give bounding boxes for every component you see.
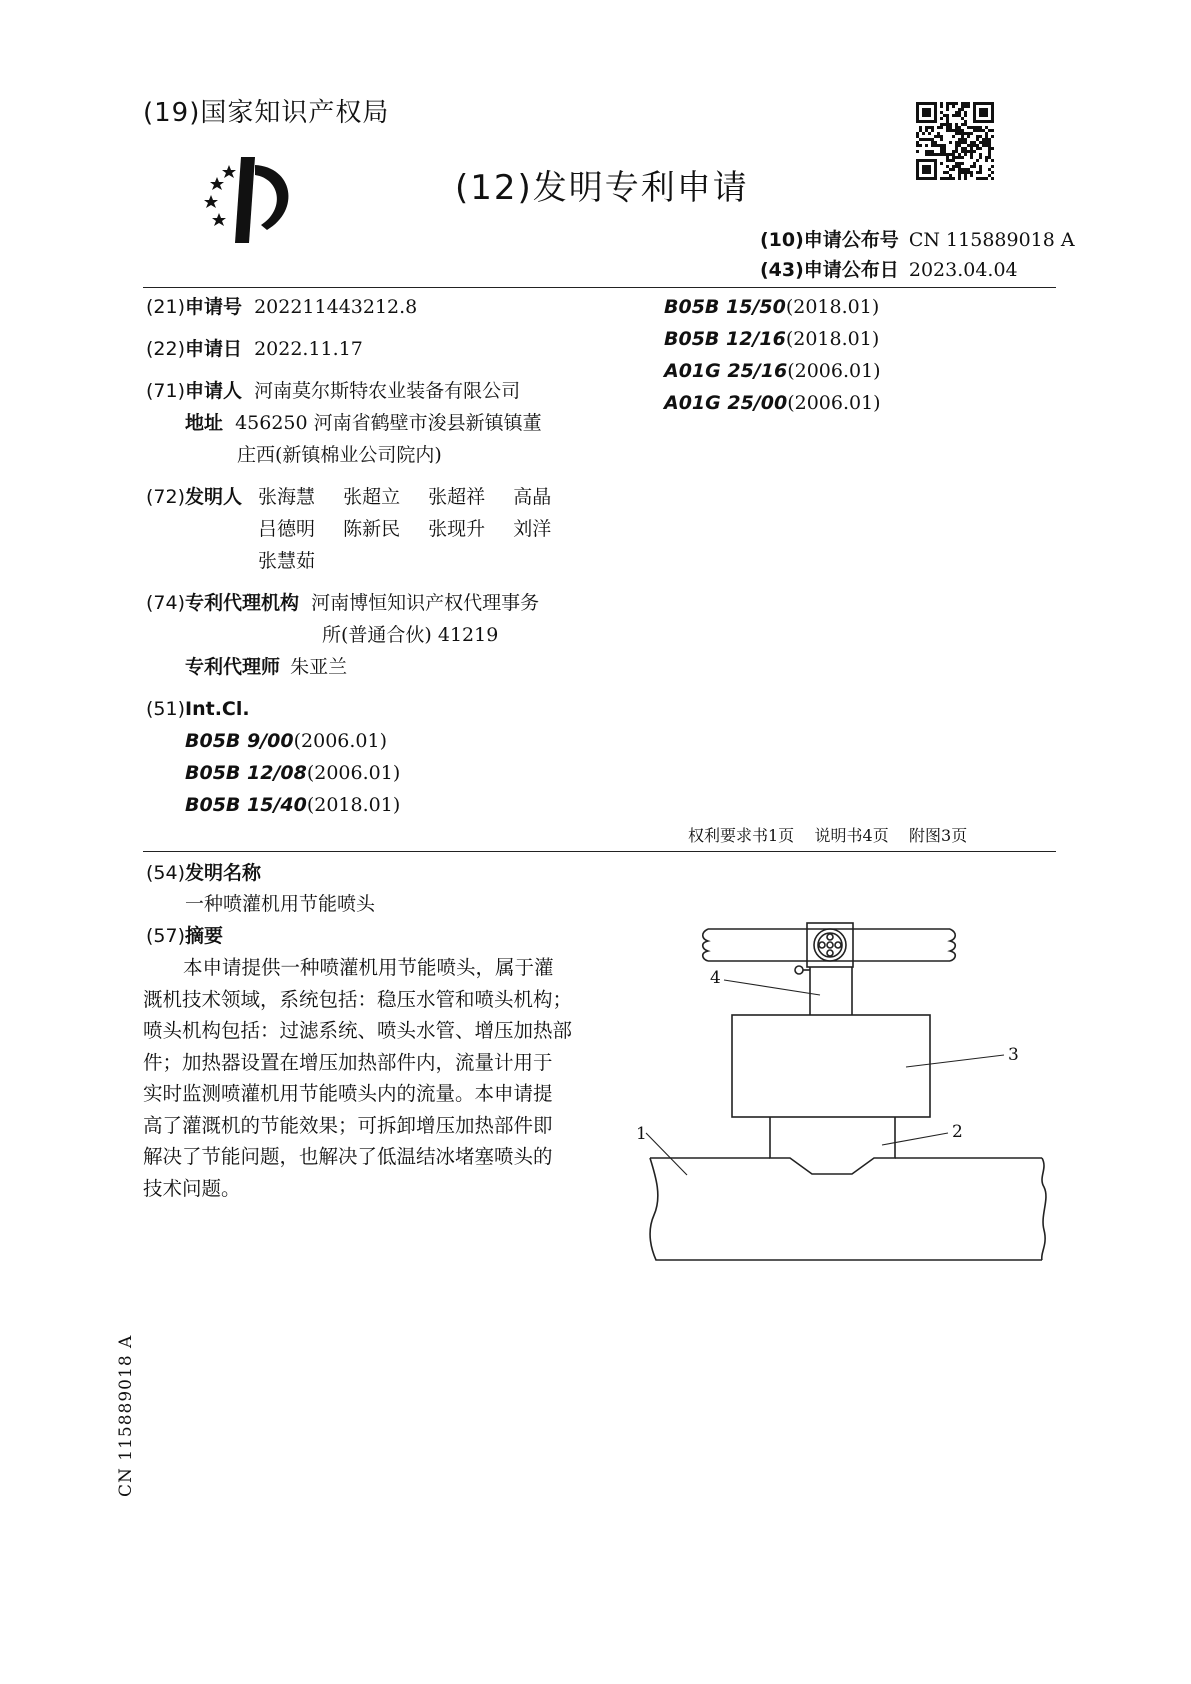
section-divider	[143, 851, 1056, 852]
app-date-value: 2022.11.17	[254, 338, 363, 360]
app-no-value: 202211443212.8	[254, 296, 418, 318]
agency-line1: 河南博恒知识产权代理事务	[311, 592, 540, 614]
abstract-figure	[620, 915, 1060, 1285]
agency-line2: 所(普通合伙) 41219	[322, 624, 499, 646]
ipc-version: (2006.01)	[306, 762, 401, 784]
inventor-name: 高晶	[513, 486, 552, 508]
office-name: (19)国家知识产权局	[143, 98, 390, 128]
ipc-class: B05B 12/08	[185, 762, 307, 784]
applicant-label: 申请人	[185, 380, 243, 402]
ipc-version: (2018.01)	[785, 328, 880, 350]
figure-label: 2	[952, 1122, 963, 1142]
app-no-code: (21)	[146, 296, 186, 318]
header-divider	[143, 287, 1056, 288]
inventor-name: 张现升	[428, 518, 486, 540]
app-no-label: 申请号	[185, 296, 243, 318]
agency-code: (74)	[146, 592, 186, 614]
qr-code	[916, 102, 994, 180]
invention-title: 一种喷灌机用节能喷头	[185, 893, 376, 915]
ipc-version: (2018.01)	[785, 296, 880, 318]
applicant-value: 河南莫尔斯特农业装备有限公司	[254, 380, 521, 402]
title-code: (54)	[146, 862, 186, 884]
intcl-code: (51)	[146, 698, 186, 720]
inventor-name: 张超祥	[428, 486, 486, 508]
abstract-line: 本申请提供一种喷灌机用节能喷头，属于灌	[183, 956, 554, 979]
ipc-class: B05B 15/40	[185, 794, 307, 816]
ipc-class: B05B 9/00	[185, 730, 294, 752]
abstract-line: 实时监测喷灌机用节能喷头内的流量。本申请提	[143, 1082, 553, 1105]
ipc-version: (2006.01)	[293, 730, 388, 752]
inventor-name: 张慧茹	[258, 550, 316, 572]
side-publication-number: CN 115889018 A	[116, 1334, 136, 1497]
abstract-text	[143, 952, 583, 1204]
ipc-class: A01G 25/00	[664, 392, 788, 414]
ipc-version: (2018.01)	[306, 794, 401, 816]
figure-label: 1	[636, 1124, 647, 1144]
ipc-class: B05B 12/16	[664, 328, 786, 350]
ipc-version: (2006.01)	[787, 392, 881, 414]
abstract-line: 件；加热器设置在增压加热部件内，流量计用于	[143, 1050, 553, 1074]
address-line1: 456250 河南省鹤壁市浚县新镇镇董	[235, 412, 542, 434]
abstract-line: 高了灌溉机的节能效果；可拆卸增压加热部件即	[143, 1113, 553, 1137]
ipc-version: (2006.01)	[787, 360, 881, 382]
ipc-class: A01G 25/16	[664, 360, 788, 382]
inventor-name: 张海慧	[258, 486, 316, 508]
inventor-name: 张超立	[343, 486, 401, 508]
agency-label: 专利代理机构	[185, 592, 300, 614]
inventor-code: (72)	[146, 486, 186, 508]
pub-date-value: 2023.04.04	[908, 259, 1018, 281]
abstract-line: 喷头机构包括：过滤系统、喷头水管、增压加热部	[143, 1019, 573, 1042]
app-date-code: (22)	[146, 338, 186, 360]
figure-label: 4	[710, 968, 721, 988]
pub-date-label: (43)申请公布日	[760, 259, 899, 281]
cnipa-logo	[197, 155, 312, 245]
inventor-label: 发明人	[185, 486, 243, 508]
inventor-name: 陈新民	[343, 518, 401, 540]
document-type: (12)发明专利申请	[455, 168, 749, 208]
title-label: 发明名称	[185, 862, 262, 884]
abstract-line: 技术问题。	[143, 1176, 241, 1200]
inventor-name: 吕德明	[258, 518, 316, 540]
address-line2: 庄西(新镇棉业公司院内)	[237, 444, 442, 466]
pub-no-value: CN 115889018 A	[908, 229, 1075, 251]
address-label: 地址	[185, 412, 224, 434]
agent-label: 专利代理师	[185, 656, 281, 678]
applicant-code: (71)	[146, 380, 186, 402]
ipc-class: B05B 15/50	[664, 296, 786, 318]
inventor-name: 刘洋	[513, 518, 552, 540]
figure-label: 3	[1008, 1045, 1019, 1065]
abstract-label: 摘要	[185, 925, 224, 947]
agent-value: 朱亚兰	[290, 656, 348, 678]
abstract-code: (57)	[146, 925, 186, 947]
abstract-line: 解决了节能问题，也解决了低温结冰堵塞喷头的	[143, 1145, 553, 1168]
pub-no-label: (10)申请公布号	[760, 229, 899, 251]
page-counts: 权利要求书1页 说明书4页 附图3页	[688, 826, 968, 845]
intcl-label: Int.Cl.	[185, 698, 250, 720]
abstract-line: 溉机技术领域，系统包括：稳压水管和喷头机构；	[143, 987, 573, 1011]
app-date-label: 申请日	[185, 338, 243, 360]
